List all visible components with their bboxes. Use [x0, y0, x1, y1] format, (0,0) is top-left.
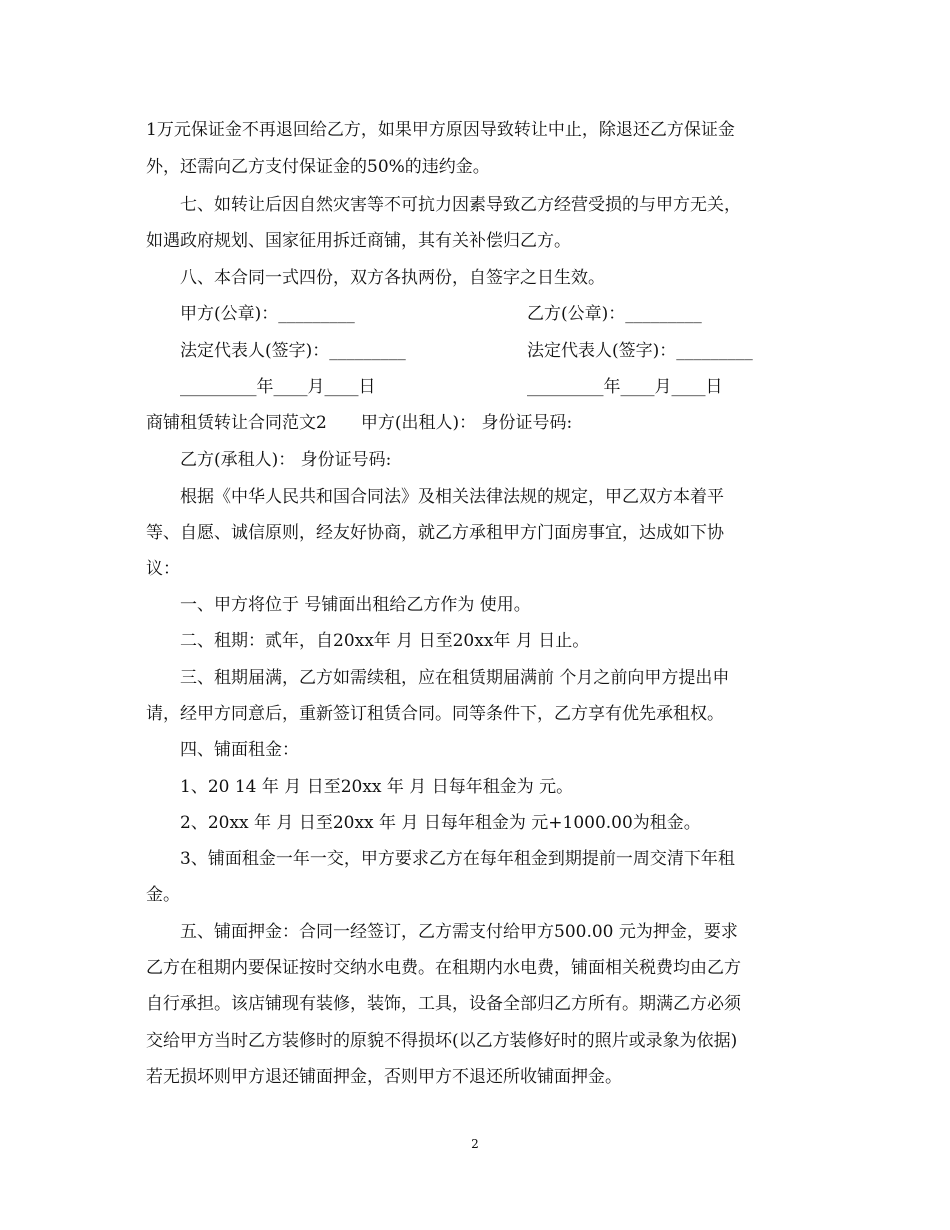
clause-five-cont: 交给甲方当时乙方装修时的原貌不得损坏(以乙方装修好时的照片或录象为依据): [146, 1031, 738, 1051]
clause-eight: 八、本合同一式四份，双方各执两份，自签字之日生效。: [180, 268, 605, 288]
party-b-seal: 乙方(公章)：_________: [527, 304, 702, 324]
preamble-line: 等、自愿、诚信原则，经友好协商，就乙方承租甲方门面房事宜，达成如下协: [146, 523, 724, 543]
clause-three-cont: 请，经甲方同意后，重新签订租赁合同。同等条件下，乙方享有优先承租权。: [146, 704, 724, 724]
party-a-date: _________年____月____日: [180, 377, 376, 397]
rent-item-two: 2、20xx 年 月 日至20xx 年 月 日每年租金为 元+1000.00为租金。: [180, 813, 701, 833]
clause-five: 五、铺面押金：合同一经签订，乙方需支付给甲方500.00 元为押金，要求: [180, 922, 738, 942]
rent-item-three-cont: 金。: [146, 885, 180, 905]
paragraph-line: 如遇政府规划、国家征用拆迁商铺，其有关补偿归乙方。: [146, 231, 571, 251]
clause-five-cont: 若无损坏则甲方退还铺面押金，否则甲方不退还所收铺面押金。: [146, 1067, 622, 1087]
party-b-date: _________年____月____日: [527, 377, 723, 397]
clause-five-cont: 自行承担。该店铺现有装修，装饰，工具，设备全部归乙方所有。期满乙方必须: [146, 994, 741, 1014]
page-number: 2: [471, 1137, 479, 1151]
clause-three: 三、租期届满，乙方如需续租，应在租赁期届满前 个月之前向甲方提出申: [180, 668, 730, 688]
paragraph-line: 1万元保证金不再退回给乙方，如果甲方原因导致转让中止，除退还乙方保证金: [146, 120, 735, 140]
party-a-seal: 甲方(公章)：_________: [180, 304, 355, 324]
paragraph-line: 外，还需向乙方支付保证金的50%的违约金。: [146, 157, 490, 177]
rent-item-three: 3、铺面租金一年一交，甲方要求乙方在每年租金到期提前一周交清下年租: [180, 849, 735, 869]
clause-four-heading: 四、铺面租金：: [180, 740, 299, 760]
contract-two-heading: 商铺租赁转让合同范文2 甲方(出租人)： 身份证号码:: [146, 413, 573, 433]
clause-five-cont: 乙方在租期内要保证按时交纳水电费。在租期内水电费，铺面相关税费均由乙方: [146, 958, 741, 978]
preamble-line: 议：: [146, 559, 180, 579]
party-b-tenant-line: 乙方(承租人)： 身份证号码:: [180, 450, 392, 470]
party-b-representative: 法定代表人(签字)：_________: [527, 341, 753, 361]
clause-one: 一、甲方将位于 号铺面出租给乙方作为 使用。: [180, 595, 531, 615]
preamble-line: 根据《中华人民共和国合同法》及相关法律法规的规定，甲乙双方本着平: [180, 487, 724, 507]
clause-seven: 七、如转让后因自然灾害等不可抗力因素导致乙方经营受损的与甲方无关，: [180, 195, 741, 215]
rent-item-one: 1、20 14 年 月 日至20xx 年 月 日每年租金为 元。: [180, 777, 574, 797]
party-a-representative: 法定代表人(签字)：_________: [180, 341, 406, 361]
clause-two: 二、租期：贰年，自20xx年 月 日至20xx年 月 日止。: [180, 631, 590, 651]
